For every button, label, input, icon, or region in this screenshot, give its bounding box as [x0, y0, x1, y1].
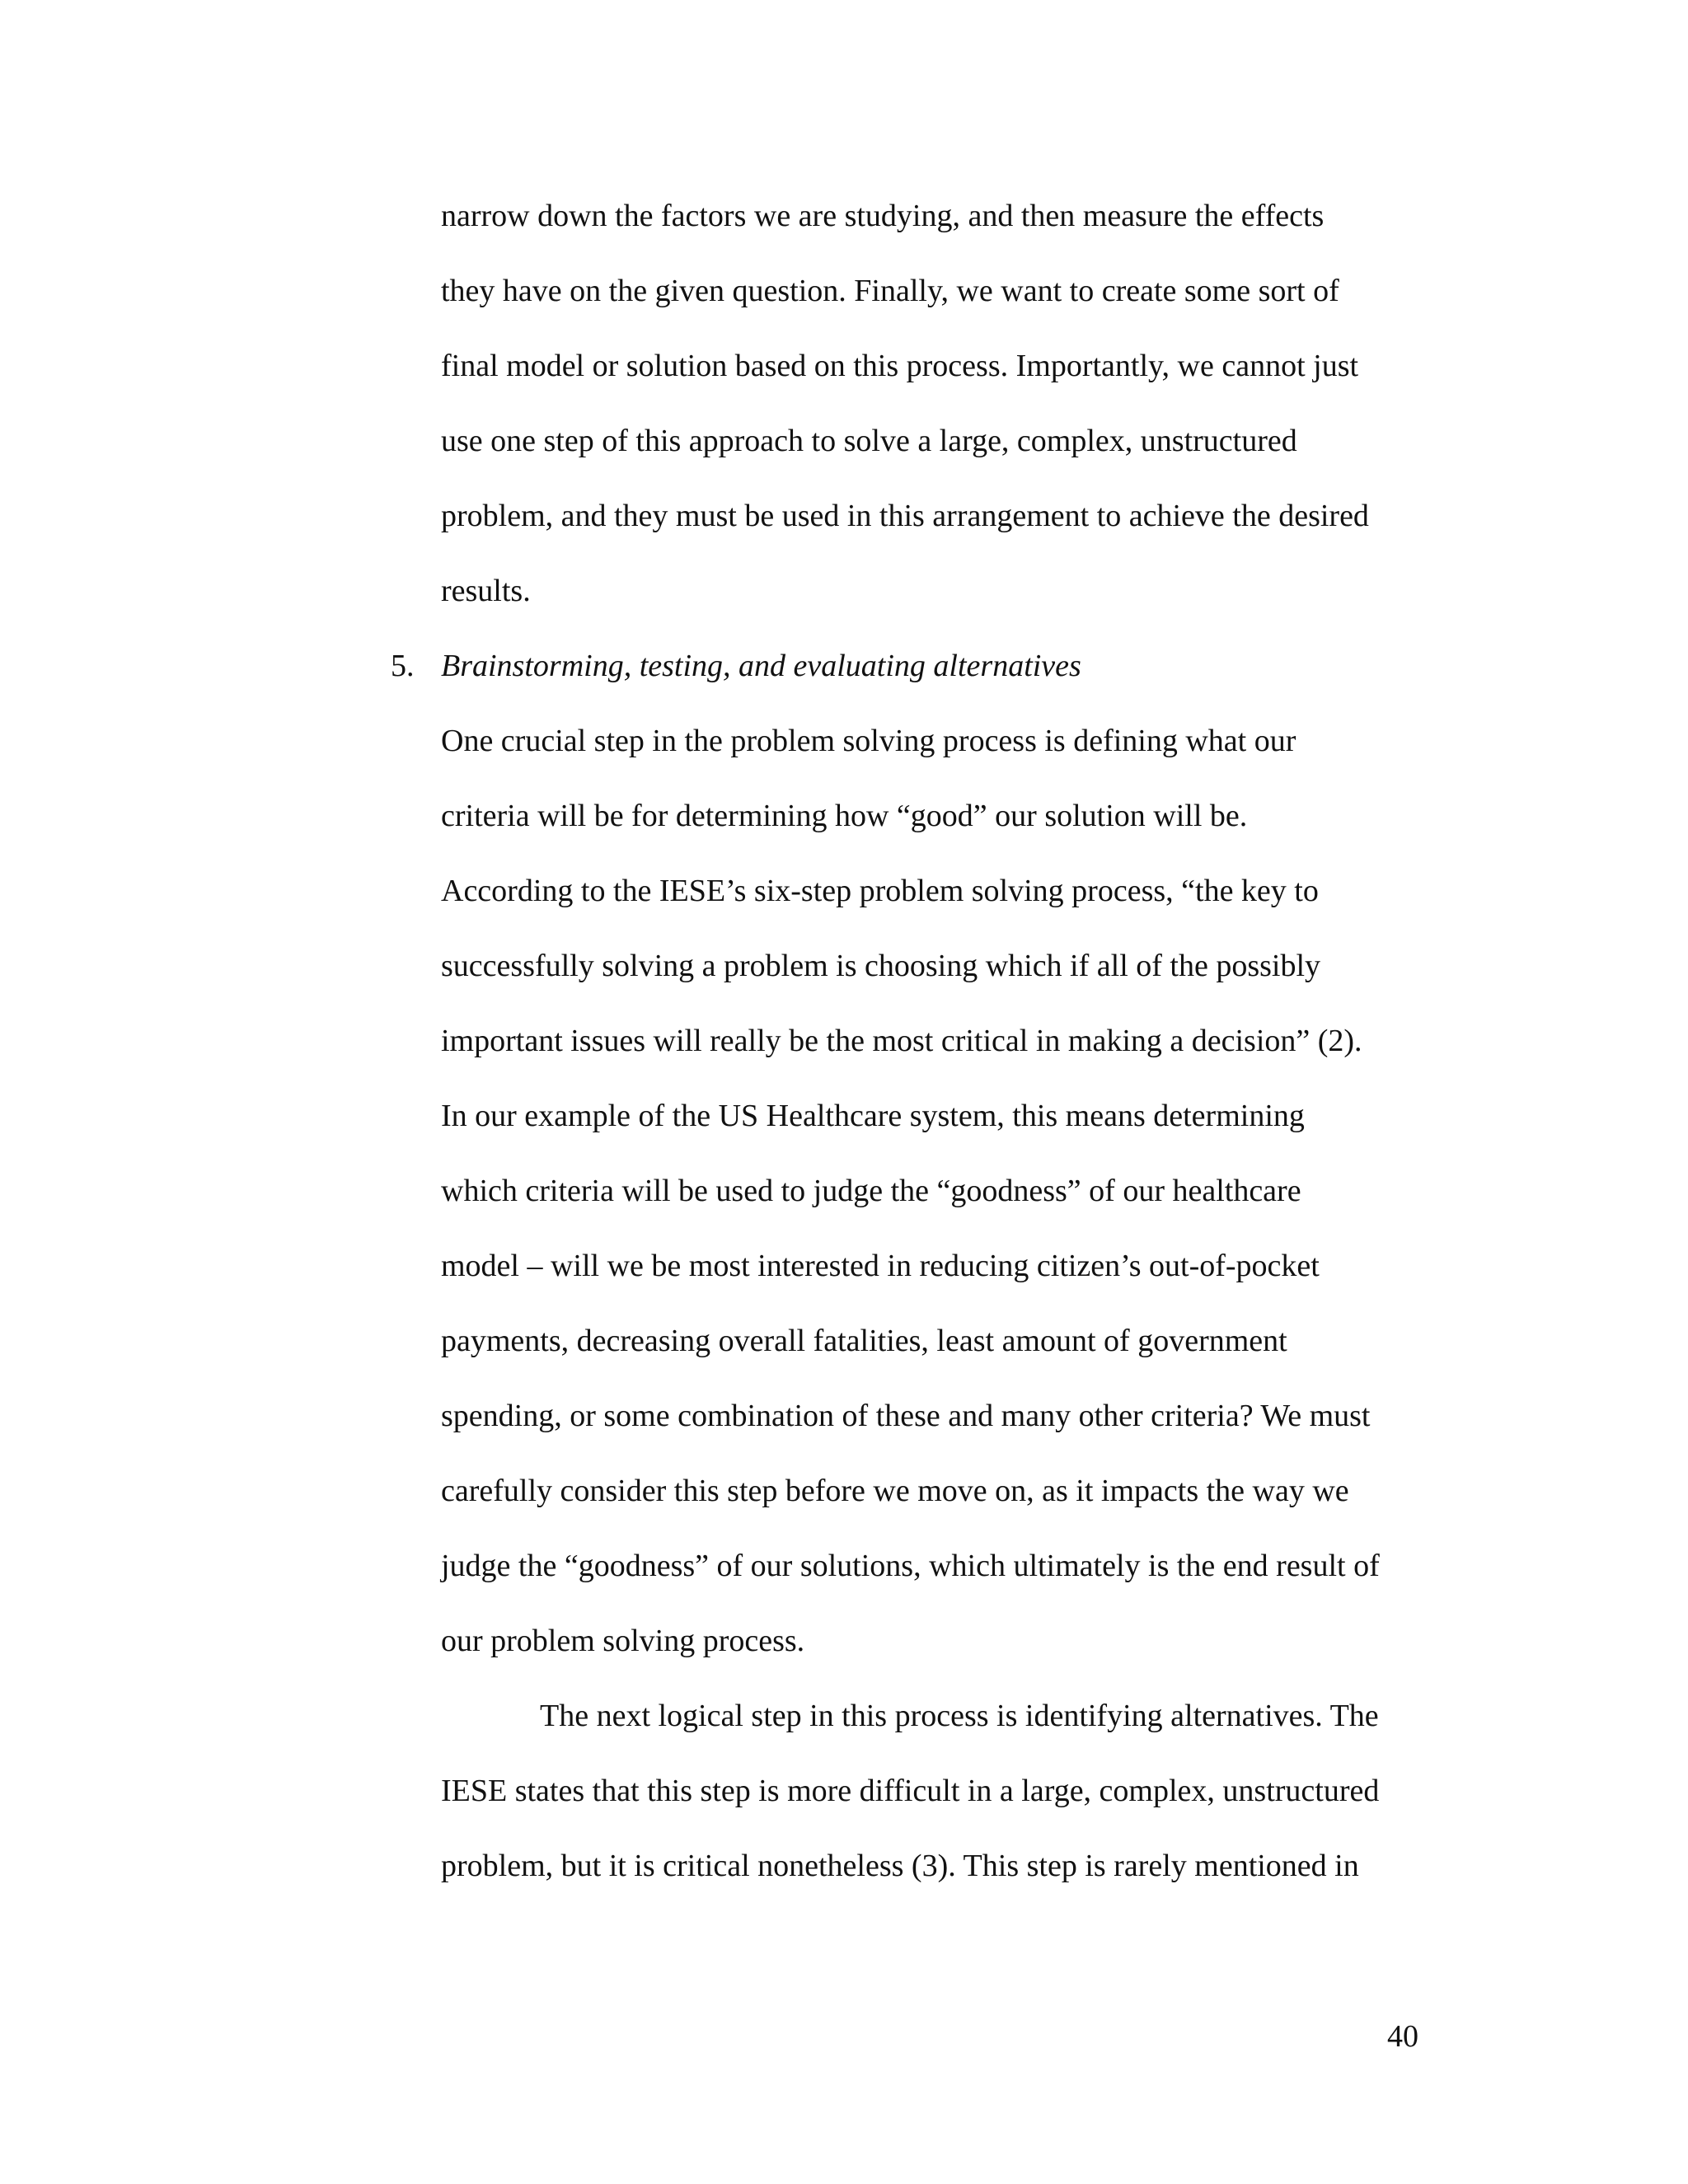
page-number: 40: [1387, 2019, 1418, 2054]
section-heading: Brainstorming, testing, and evaluating alternatives: [441, 649, 1081, 683]
paragraph-line: According to the IESE’s six-step problem solving process, “the key to: [441, 874, 1319, 908]
continuation-line: use one step of this approach to solve a large, complex, unstructured: [441, 424, 1297, 458]
continuation-line: final model or solution based on this process. Importantly, we cannot just: [441, 349, 1359, 383]
paragraph-line: spending, or some combination of these and many other criteria? We must: [441, 1399, 1371, 1433]
paragraph-line: important issues will really be the most critical in making a decision” (2).: [441, 1024, 1362, 1058]
paragraph-line: model – will we be most interested in reducing citizen’s out-of-pocket: [441, 1249, 1320, 1283]
paragraph-line: carefully consider this step before we move on, as it impacts the way we: [441, 1474, 1349, 1508]
paragraph-line: In our example of the US Healthcare system, this means determining: [441, 1099, 1305, 1133]
continuation-line: narrow down the factors we are studying, and then measure the effects: [441, 199, 1325, 233]
paragraph-line: payments, decreasing overall fatalities, least amount of government: [441, 1324, 1287, 1358]
paragraph-line: IESE states that this step is more difficult in a large, complex, unstructured: [441, 1774, 1380, 1808]
paragraph-line: criteria will be for determining how “good” our solution will be.: [441, 799, 1248, 833]
paragraph-line: our problem solving process.: [441, 1624, 805, 1658]
paragraph-line: which criteria will be used to judge the “goodness” of our healthcare: [441, 1174, 1301, 1208]
continuation-line: they have on the given question. Finally, we want to create some sort of: [441, 274, 1339, 308]
paragraph-line: One crucial step in the problem solving process is defining what our: [441, 724, 1296, 758]
paragraph-line: successfully solving a problem is choosing which if all of the possibly: [441, 949, 1321, 983]
continuation-line: problem, and they must be used in this arrangement to achieve the desired: [441, 499, 1369, 533]
paragraph-line: problem, but it is critical nonetheless (3). This step is rarely mentioned in: [441, 1849, 1359, 1883]
paragraph-line: judge the “goodness” of our solutions, which ultimately is the end result of: [441, 1549, 1380, 1583]
continuation-line: results.: [441, 574, 531, 608]
paragraph-line: The next logical step in this process is identifying alternatives. The: [540, 1699, 1379, 1733]
section-number: 5.: [391, 649, 415, 683]
